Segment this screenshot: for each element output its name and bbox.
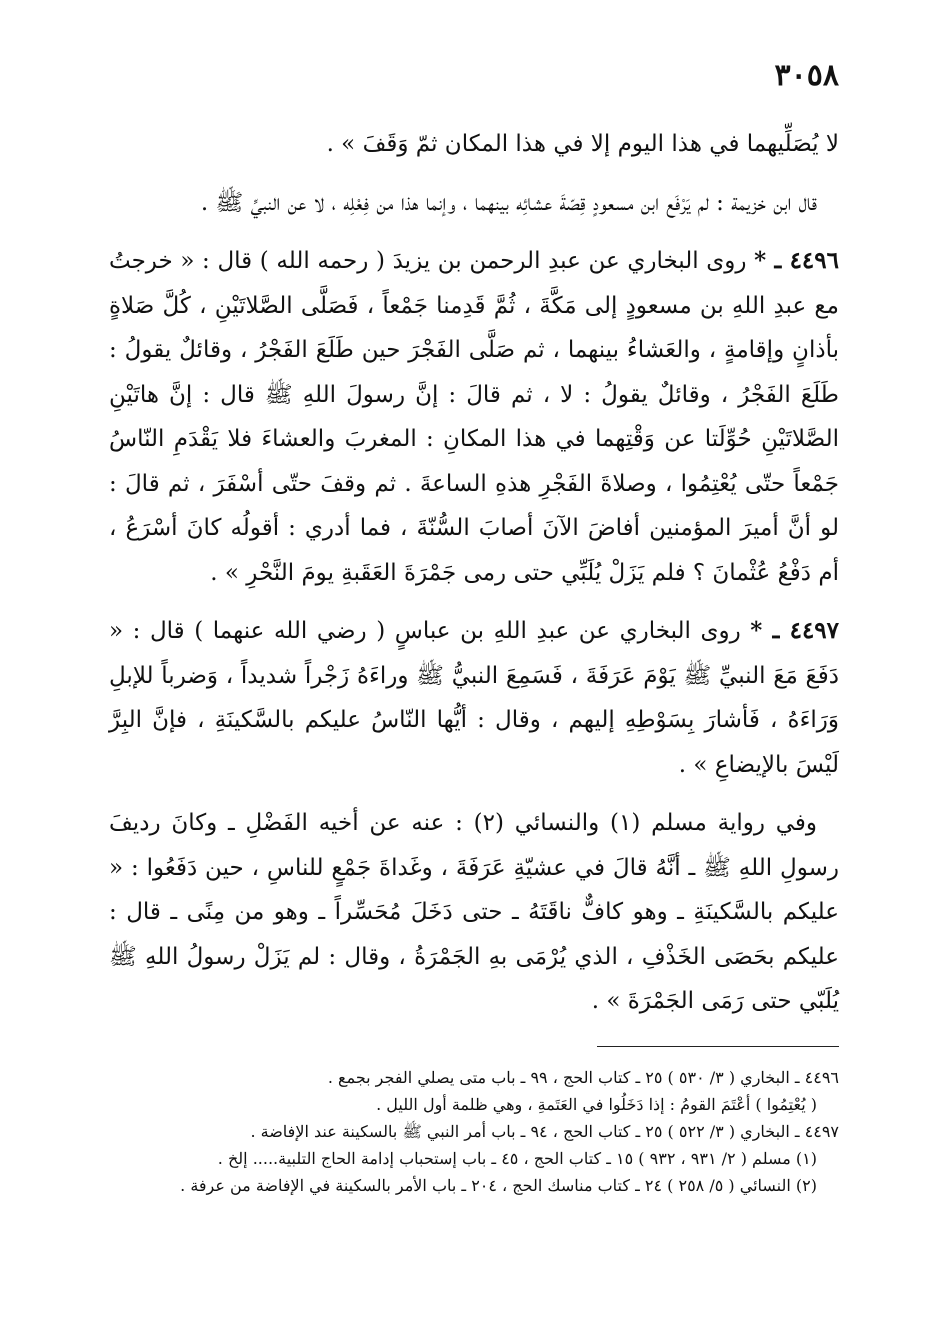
paragraph-text: قال ابن خزيمة : لم يَرْفَع ابن مسعودٍ قِصّةَ عشائِه بينهما ، وإنما هذا من فِعْلِه ، لا عن النبيِّ ﷺ . [200, 189, 817, 216]
paragraph-continuation [109, 122, 839, 167]
footnote-muslim: (١) مسلم ( ٢/ ٩٣١ ، ٩٣٢ ) ١٥ ـ كتاب الحج ، ٤٥ ـ باب إستحباب إدامة الحاج التلبية..... إلخ . [217, 1149, 817, 1168]
hadith-number: ٤٤٩٦ ـ * [754, 247, 839, 274]
paragraph-ibn-khuzaymah [109, 181, 839, 226]
footnote-4496: ٤٤٩٦ ـ البخاري ( ٣/ ٥٣٠ ) ٢٥ ـ كتاب الحج ، ٩٩ ـ باب متى يصلي الفجر بجمع . [327, 1068, 839, 1087]
hadith-text: روى البخاري عن عبدِ اللهِ بن عباسٍ ( رضي الله عنهما ) قال : « دَفَعَ مَعَ النبيِّ ﷺ يَوْمَ عَرَفَةَ ، فَسَمِعَ النبيُّ ﷺ وراءَهُ زَجْراً شديداً ، وَضرباً للإبلِ وَرَاءَهُ ، فَأشارَ بِسَوْطِهِ إليهم ، وقال : أيُّها النّاسُ عليكم بالسَّكينَةِ ، فإنَّ البِرَّ لَيْسَ بالإيضاعِ » . [109, 618, 839, 778]
hadith-text: روى البخاري عن عبدِ الرحمن بن يزيدَ ( رحمه الله ) قال : « خرجتُ مع عبدِ اللهِ بن مسعودٍ إلى مَكَّةَ ، ثُمَّ قَدِمنا جَمْعاً ، فَصَلَّى الصَّلاتَيْنِ ، كُلَّ صَلاةٍ بأذانٍ وإقامةٍ ، والعَشاءُ بينهما ، ثم صَلَّى الفَجْرَ حين طَلَعَ الفَجْرُ ، وقائلٌ يقولُ : طَلَعَ الفَجْرُ ، وقائلٌ يقولُ : لا ، ثم قالَ : إنَّ رسولَ اللهِ ﷺ قال : إنَّ هاتَيْنِ الصَّلاتَيْنِ حُوِّلَتا عن وَقْتِهما في هذا المكانِ : المغربَ والعشاءَ فلا يَقْدَمِ النّاسُ جَمْعاً حتّى يُعْتِمُوا ، وصلاةَ الفَجْرِ هذهِ الساعةَ . ثم وقفَ حتّى أسْفَرَ ، ثم قالَ : لو أنَّ أميرَ المؤمنين أفاضَ الآنَ أصابَ السُّنّةَ ، فما أدري : أقولُه كانَ أسْرَعُ ، أم دَفْعُ عُثْمانَ ؟ فلم يَزَلْ يُلَبِّي حتى رمى جَمْرَةَ العَقَبةِ يومَ النَّحْرِ » . [109, 248, 839, 586]
footnote-gloss: ( يُعْتِمُوا ) أعْتَمَ القومُ : إذا دَخَلُوا في العَتَمةِ ، وهي ظلمة أول الليل . [376, 1095, 817, 1114]
hadith-4497 [109, 609, 839, 787]
footnote-divider [597, 1046, 839, 1047]
hadith-number: ٤٤٩٧ ـ * [750, 617, 840, 644]
hadith-4496 [109, 239, 839, 595]
footnote-4497: ٤٤٩٧ ـ البخاري ( ٣/ ٥٢٢ ) ٢٥ ـ كتاب الحج ، ٩٤ ـ باب أمر النبي ﷺ بالسكينة عند الإفاضة . [250, 1122, 839, 1141]
paragraph-text: وفي رواية مسلم (١) والنسائي (٢) : عنه عن أخيه الفَضْلِ ـ وكانَ رديفَ رسولِ اللهِ ﷺ ـ أنَّهُ قالَ في عشيّةِ عَرَفَةَ ، وغَداةَ جَمْعٍ للناسِ ، حين دَفَعُوا : « عليكم بالسَّكينَةِ ـ وهو كافٌّ ناقَتَهُ ـ حتى دَخَلَ مُحَسِّراً ـ وهو من مِنًى ـ قال : عليكم بحَصَى الخَذْفِ ، الذي يُرْمَى بهِ الجَمْرَةُ ، وقال : لم يَزَلْ رسولُ اللهِ ﷺ يُلَبّي حتى رَمَى الجَمْرَةَ » . [109, 810, 839, 1014]
paragraph-muslim-nasai [109, 801, 839, 1024]
main-text [109, 122, 839, 1038]
footnote-nasai: (٢) النسائي ( ٥/ ٢٥٨ ) ٢٤ ـ كتاب مناسك الحج ، ٢٠٤ ـ باب الأمر بالسكينة في الإفاضة من عرفة . [180, 1176, 817, 1195]
footnotes [109, 1064, 839, 1199]
paragraph-text: لا يُصَلِّيهما في هذا اليوم إلا في هذا المكان ثمّ وَقَفَ » . [326, 131, 839, 157]
page-number: ٣٠٥٨ [774, 58, 839, 93]
